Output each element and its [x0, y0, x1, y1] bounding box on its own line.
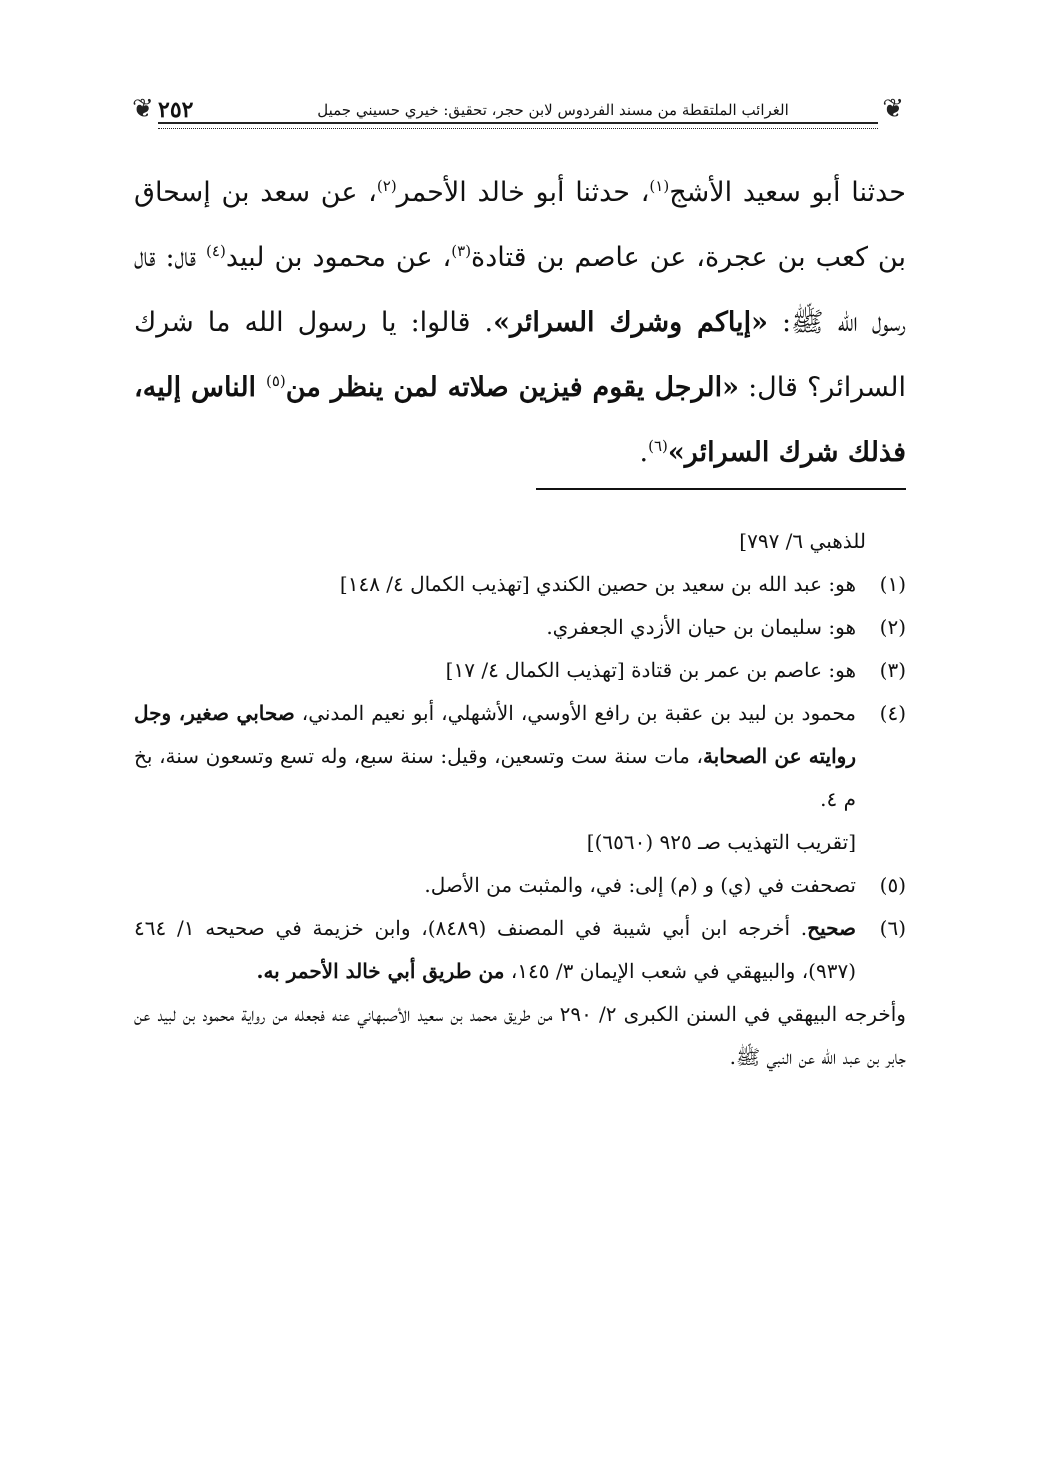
footnote-ref-1: (١) [649, 177, 670, 195]
footnote-number: (٥) [879, 873, 906, 897]
footnote-number: (٣) [879, 658, 906, 682]
main-text-run: ، عن محمود بن لبيد [225, 242, 452, 273]
main-text-run: ، عن سعد بن إسحاق بن كعب بن عجرة، عن عاصم بن قتادة [134, 177, 906, 273]
footnote-text-run: ، مات سنة ست وتسعين، وقيل: سنة سبع، وله تسع وتسعون سنة، بخ م ٤. [134, 744, 856, 811]
hadith-text-2: «الرجل يقوم فيزين صلاته لمن ينظر من [285, 372, 739, 403]
hadith-text-1: «إياكم وشرك السرائر» [493, 307, 768, 338]
footnote-number: (٦) [879, 916, 906, 940]
main-text-run: قال: قال رسول الله ﷺ: [134, 242, 906, 338]
footnote-6-continuation: وأخرجه البيهقي في السنن الكبرى ٢/ ٢٩٠ من طريق محمد بن سعيد الأصبهاني عنه فجعله من رواية محمود بن لبيد عن جابر بن عبد الله عن النبي ﷺ. [134, 1002, 906, 1069]
main-text-run: . قالوا: يا رسول الله ما شرك السرائر؟ قال: [134, 307, 906, 403]
page-number: ٢٥٢ [158, 97, 194, 123]
footnote-5 [134, 864, 906, 907]
footnote-text: تصحفت في (ي) و (م) إلى: في، والمثبت من الأصل. [424, 873, 856, 897]
header-title: الغرائب الملتقطة من مسند الفردوس لابن حجر، تحقيق: خيري حسيني جميل [317, 101, 789, 119]
footnote-separator [536, 488, 906, 490]
ornament-right-icon: ❦ [882, 94, 904, 124]
footnote-4 [134, 692, 906, 864]
footnote-1 [134, 563, 906, 606]
footnote-ref-6: (٦) [648, 437, 668, 455]
footnote-text [134, 907, 856, 993]
footnote-number: (٤) [879, 701, 906, 725]
footnote-2 [134, 606, 906, 649]
footnote-text: هو: سليمان بن حيان الأزدي الجعفري. [546, 615, 856, 639]
footnote-text: هو: عبد الله بن سعيد بن حصين الكندي [تهذيب الكمال ٤/ ١٤٨] [339, 572, 856, 596]
main-text-run: . [639, 437, 649, 468]
running-header [132, 92, 904, 130]
footnote-6 [134, 907, 906, 993]
ornament-left-icon: ❦ [132, 94, 154, 124]
footnote-carryover: للذهبي ٦/ ٧٩٧] [739, 529, 866, 553]
main-text-run: حدثنا أبو سعيد الأشج [669, 177, 906, 208]
header-rule [158, 122, 878, 129]
footnote-ref-5: (٥) [265, 372, 286, 390]
footnote-number: (١) [879, 572, 906, 596]
main-text [134, 160, 906, 485]
footnote-ref-2: (٢) [376, 177, 397, 195]
footnote-ref-3: (٣) [451, 242, 472, 260]
footnote-text-run: محمود بن لبيد بن عقبة بن رافع الأوسي، الأشهلي، أبو نعيم المدني، [294, 701, 856, 725]
footnote-bold-run: من طريق أبي خالد الأحمر به. [256, 959, 505, 983]
hadith-text-3: الناس إليه، فذلك شرك السرائر» [134, 372, 906, 468]
footnote-bold-run: صحابي صغير، وجل روايته عن الصحابة [134, 701, 856, 768]
footnotes [134, 520, 906, 1079]
footnote-3 [134, 649, 906, 692]
main-text-run: ، حدثنا أبو خالد الأحمر [396, 177, 650, 208]
footnote-source: [تقريب التهذيب صـ ٩٢٥ (٦٥٦٠)] [586, 830, 856, 854]
footnote-text: هو: عاصم بن عمر بن قتادة [تهذيب الكمال ٤/ ١٧] [445, 658, 856, 682]
footnote-text [134, 692, 856, 864]
footnote-number: (٢) [879, 615, 906, 639]
footnote-text-run: . أخرجه ابن أبي شيبة في المصنف (٨٤٨٩)، وابن خزيمة في صحيحه ١/ ٤٦٤ (٩٣٧)، والبيهقي في شعب الإيمان ٣/ ١٤٥، [134, 916, 856, 983]
footnote-ref-4: (٤) [206, 242, 226, 260]
grading-label: صحيح [807, 916, 856, 940]
